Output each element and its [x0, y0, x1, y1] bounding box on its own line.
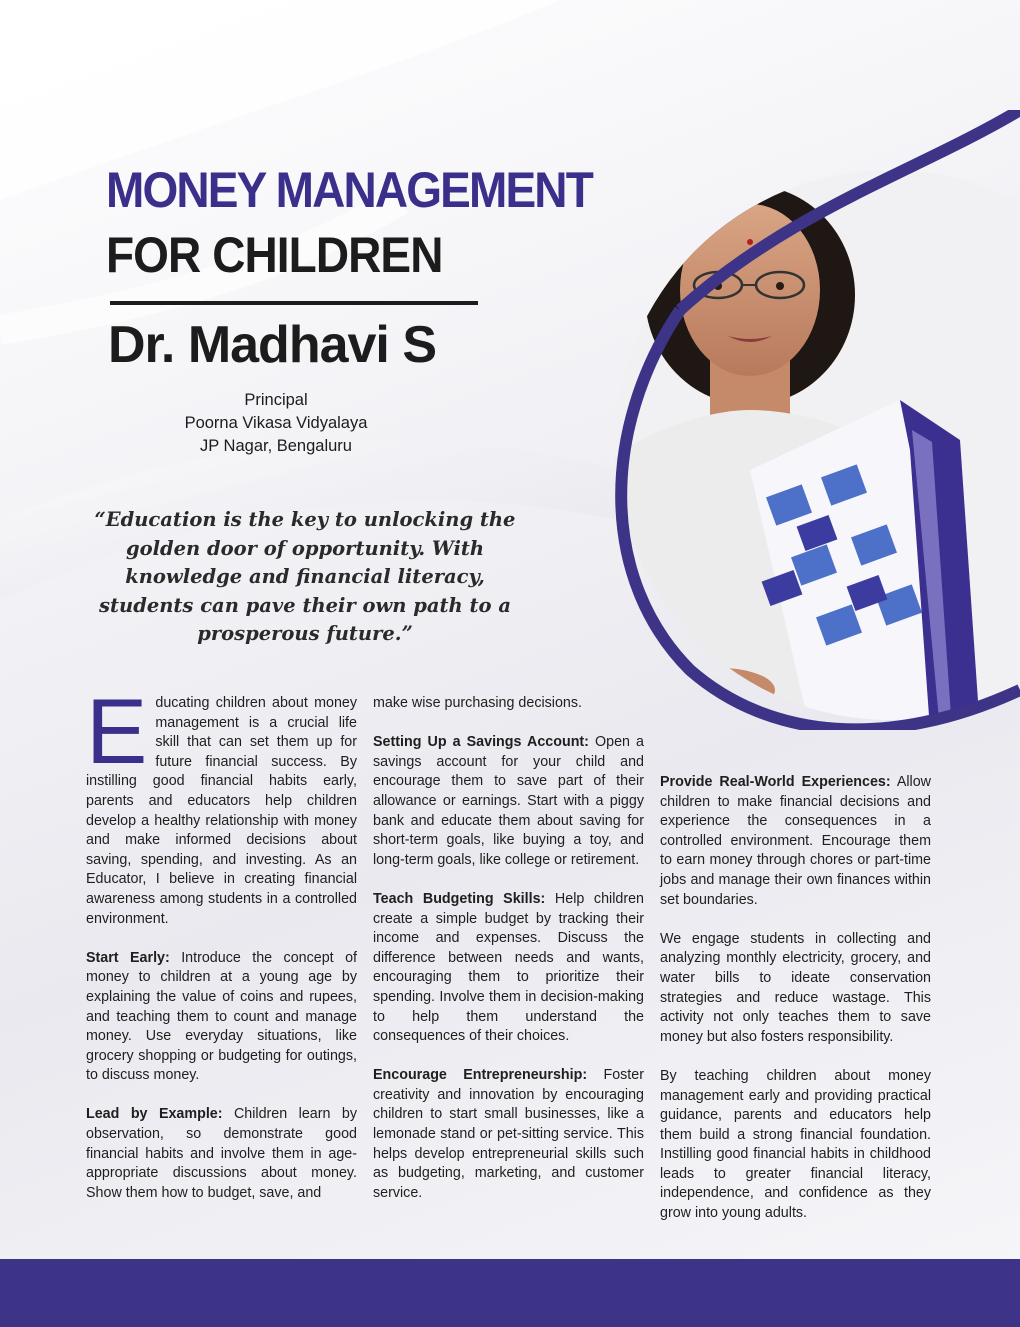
author-location: JP Nagar, Bengaluru: [200, 437, 352, 455]
footer-bar: [0, 1259, 1020, 1327]
portrait-photo-icon: [560, 110, 1020, 730]
savings-heading: Setting Up a Savings Account:: [373, 734, 589, 751]
author-role: Principal: [244, 391, 308, 409]
engage-paragraph: We engage students in collecting and analyzing monthly electricity, grocery, and water bills to ideate conservation strategies and reduce wastage. This activity not only teaches them to save money but also fosters responsibility.: [660, 930, 931, 1045]
start-early-text: Introduce the concept of money to children at a young age by explaining the value of coins and rupees, and teaching them to count and manage money. Use everyday situations, like grocery shopping or budgeting for outings, to discuss money.: [86, 949, 357, 1084]
pull-quote: “Education is the key to unlocking the golden door of opportunity. With knowledge and financial literacy, students can pave their own path to a prosperous future.”: [94, 508, 516, 645]
budgeting-paragraph: [373, 890, 644, 1047]
entrepreneurship-paragraph: [373, 1066, 644, 1203]
title-divider: [110, 301, 478, 305]
entrepreneurship-text: Foster creativity and innovation by encouraging children to start small businesses, like a lemonade stand or pet-sitting service. This helps develop entrepreneurial skills such as budgeting, marketing, and customer service.: [373, 1067, 644, 1201]
author-name: Dr. Madhavi S: [108, 316, 436, 374]
budgeting-heading: Teach Budgeting Skills:: [373, 890, 546, 907]
article-column-2: [373, 694, 644, 1223]
start-early-paragraph: [86, 949, 357, 1086]
budgeting-text: Help children create a simple budget by tracking their income and expenses. Discuss the difference between needs and wants, encouraging them to prioritize their spending. Involve them in decision-making to help them understand the consequences of their choices.: [373, 890, 645, 1045]
conclusion-paragraph: By teaching children about money management early and providing practical guidance, parents and educators help them build a strong financial foundation. Instilling good financial habits in childhood leads to greater financial literacy, independence, and confidence as they grow into young adults.: [660, 1067, 931, 1222]
intro-text: ducating children about money management is a crucial life skill that can set them up for future financial success. By instilling good financial habits early, parents and educators help children develop a healthy relationship with money and make informed decisions about saving, spending, and investing. As an Educator, I believe in creating financial awareness among students in a controlled environment.: [86, 695, 357, 927]
lead-by-example-paragraph: [86, 1105, 357, 1203]
lead-by-example-continued: make wise purchasing decisions.: [373, 695, 582, 711]
real-world-heading: Provide Real-World Experiences:: [660, 774, 891, 790]
entrepreneurship-heading: Encourage Entrepreneurship:: [373, 1067, 588, 1084]
lead-by-example-text: Children learn by observation, so demonstrate good financial habits and involve them in age-appropriate discussions about money. Show them how to budget, save, and: [86, 1106, 357, 1201]
lead-by-example-heading: Lead by Example:: [86, 1106, 223, 1123]
intro-paragraph: [86, 681, 357, 929]
article-title-line1: MONEY MANAGEMENT: [106, 162, 592, 218]
drop-cap: E: [86, 681, 148, 783]
real-world-paragraph: [660, 773, 931, 910]
author-photo-frame: [560, 110, 1020, 730]
author-school: Poorna Vikasa Vidyalaya: [184, 414, 368, 432]
article-title-line2: FOR CHILDREN: [106, 227, 443, 283]
savings-text: Open a savings account for your child and encourage them to save part of their allowance or earnings. Start with a piggy bank and educate them about saving for short-term goals, like buying a toy, and long-term goals, like college or retirement.: [373, 734, 645, 868]
article-column-3: [660, 773, 931, 1243]
savings-paragraph: [373, 733, 644, 870]
author-affiliation: [120, 389, 432, 458]
article-column-1: [86, 681, 357, 1223]
real-world-text: Allow children to make financial decisions and experience the consequences in a controlled environment. Encourage them to earn money through chores or part-time jobs and manage their own finances within set boundaries.: [660, 774, 931, 908]
start-early-heading: Start Early:: [86, 949, 170, 966]
